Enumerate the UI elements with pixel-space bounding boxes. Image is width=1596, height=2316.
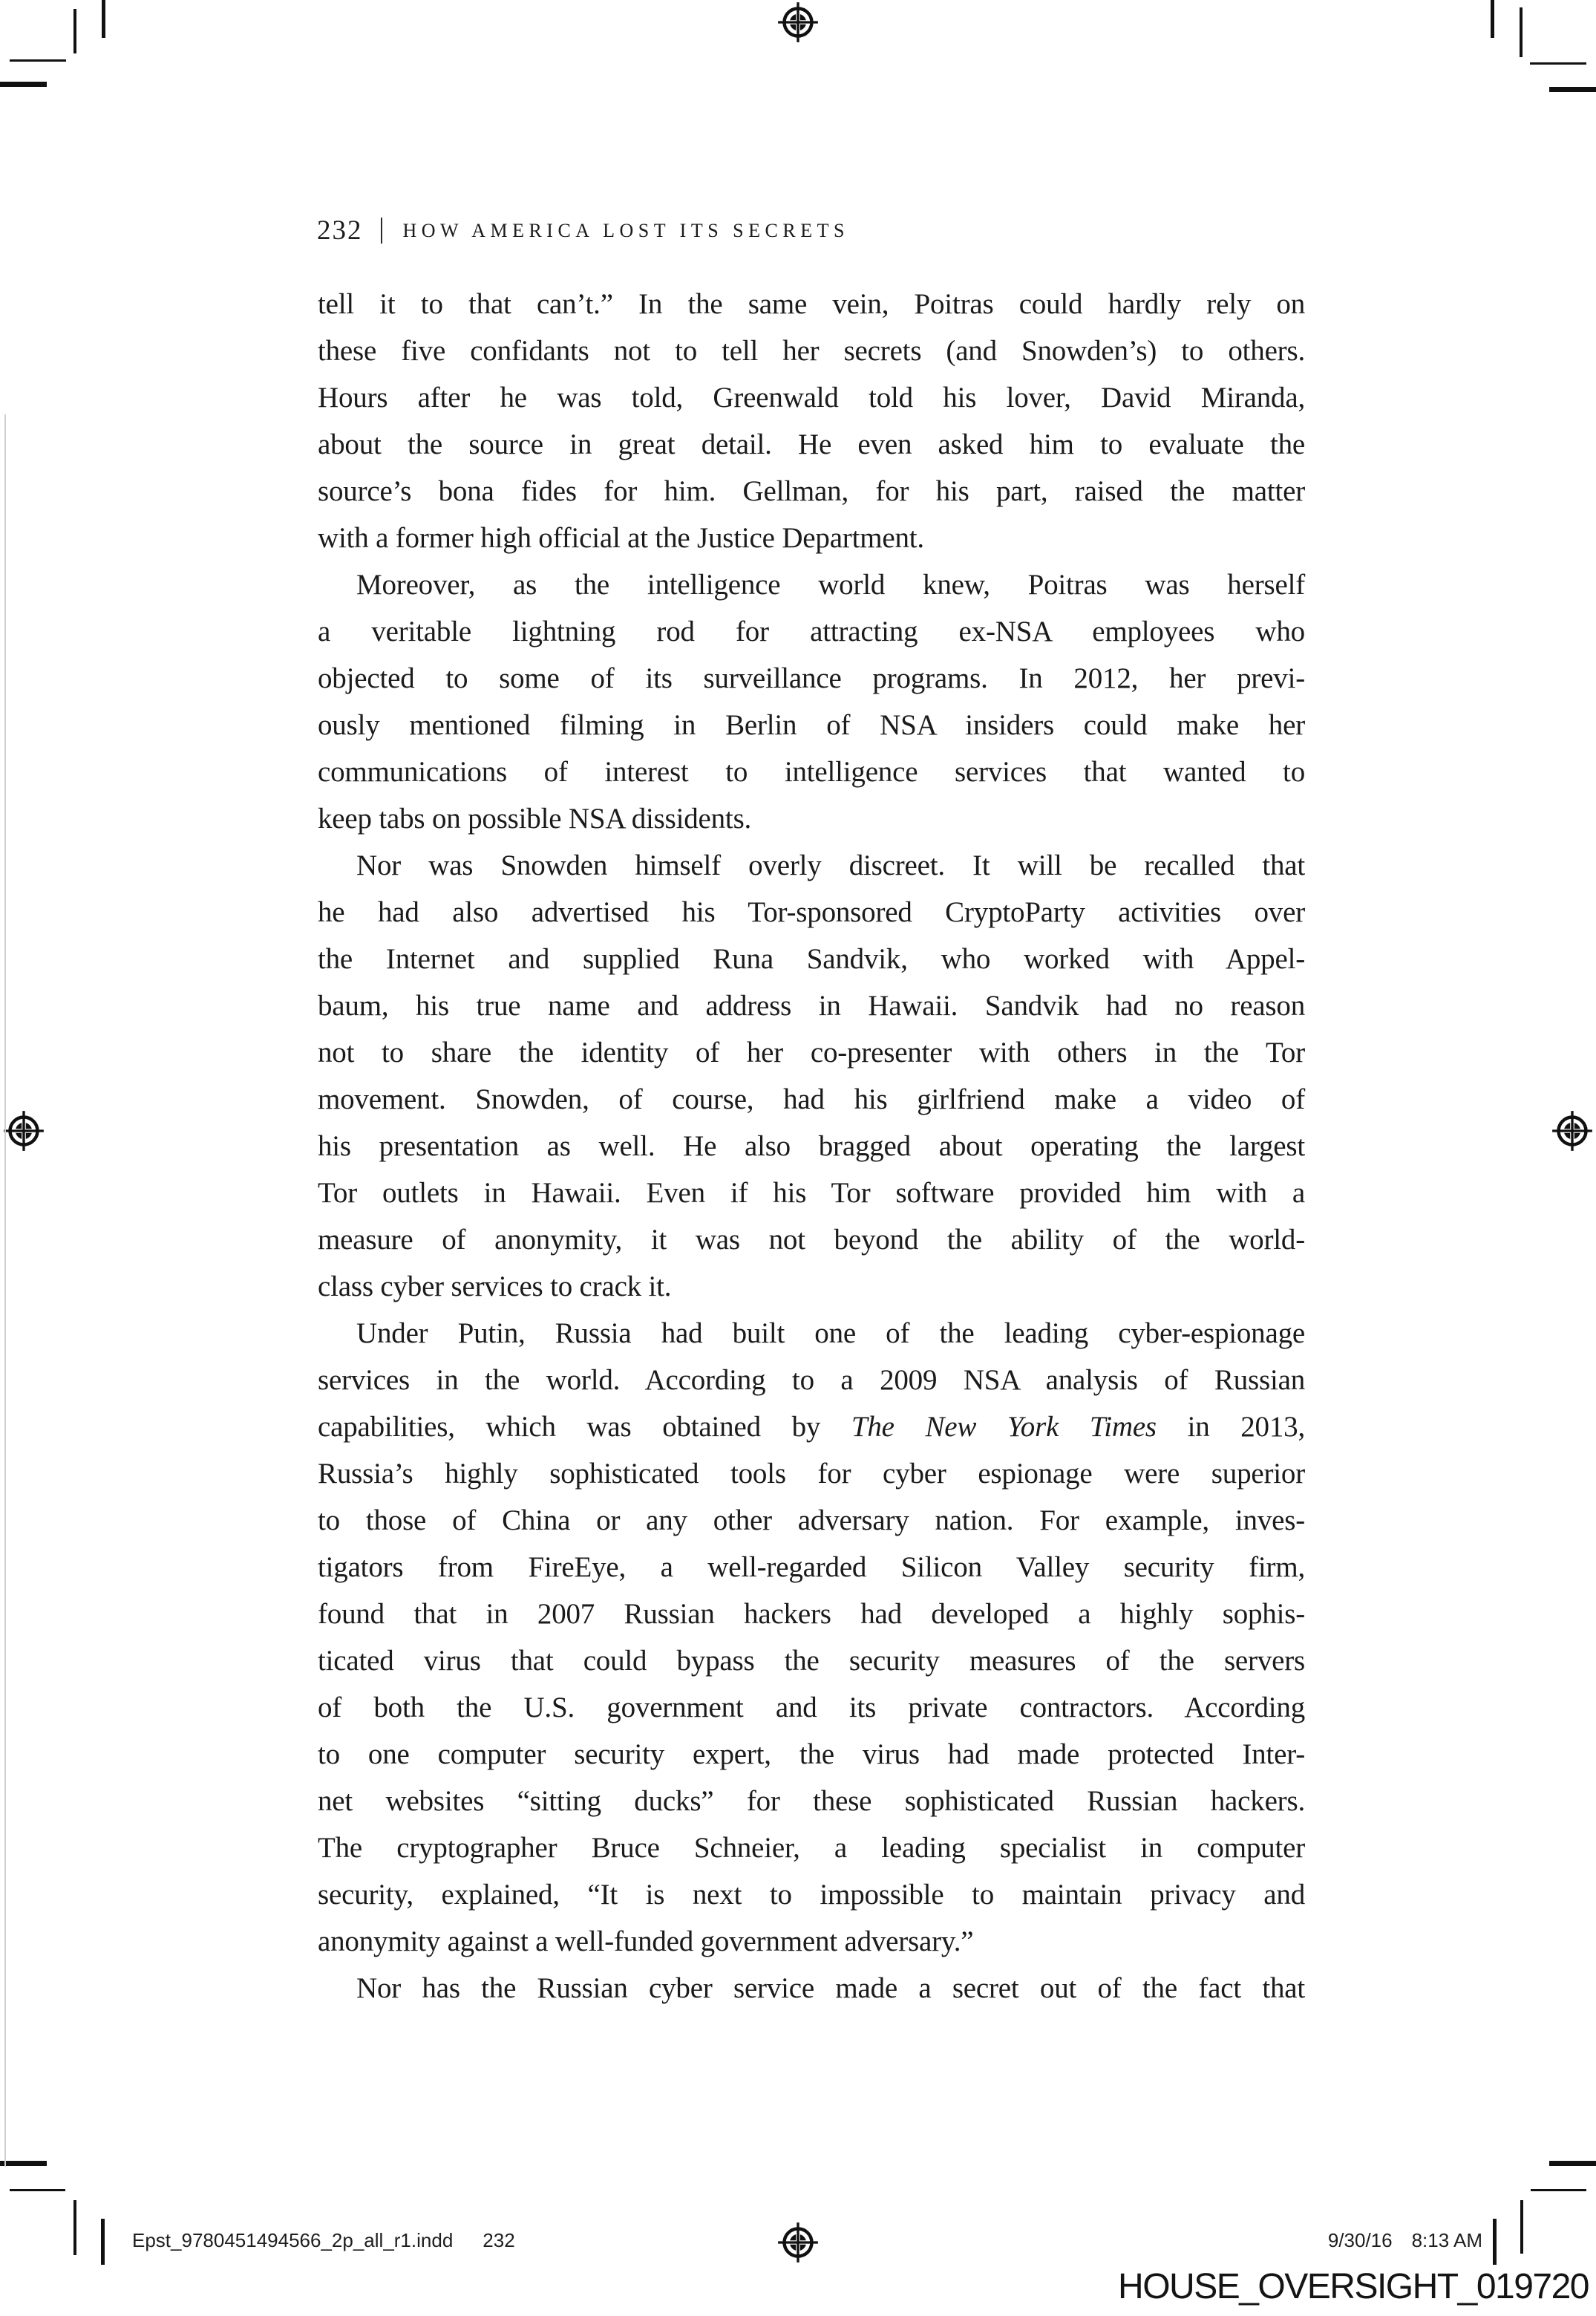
crop-mark — [1520, 2200, 1523, 2254]
text-line: tigators from FireEye, a well-regarded Silicon Valley security firm, — [318, 1551, 1305, 1583]
slug-date: 9/30/16 — [1327, 2229, 1393, 2251]
text-line: Moreover, as the intelligence world knew, Poitras was herself — [356, 569, 1305, 601]
text-line: Tor outlets in Hawaii. Even if his Tor software provided him with a — [318, 1177, 1305, 1209]
text-line: keep tabs on possible NSA dissidents. — [318, 803, 752, 835]
text-line: about the source in great detail. He even asked him to evaluate the — [318, 428, 1305, 460]
crop-mark — [1520, 7, 1523, 57]
crop-mark — [101, 2219, 105, 2265]
registration-mark-icon — [1551, 1110, 1593, 1152]
header-divider — [381, 218, 382, 244]
slug-filename: Epst_9780451494566_2p_all_r1.indd — [132, 2229, 454, 2251]
crop-mark — [10, 2189, 65, 2191]
crop-mark — [1493, 2219, 1497, 2265]
text-line: objected to some of its surveillance programs. In 2012, her previ- — [318, 662, 1305, 694]
text-line: the Internet and supplied Runa Sandvik, who worked with Appel- — [318, 943, 1305, 975]
crop-mark — [1530, 62, 1586, 65]
running-head — [317, 215, 849, 245]
text-line: to those of China or any other adversary nation. For example, inves- — [318, 1504, 1305, 1536]
text-line: anonymity against a well-funded government adversary.” — [318, 1925, 974, 1957]
slug-page: 232 — [483, 2229, 515, 2251]
page-number: 232 — [317, 215, 363, 246]
text-line: security, explained, “It is next to impossible to maintain privacy and — [318, 1879, 1305, 1911]
text-line: communications of interest to intelligence services that wanted to — [318, 756, 1305, 788]
text-line: The cryptographer Bruce Schneier, a leading specialist in computer — [318, 1832, 1305, 1864]
text-line: Russia’s highly sophisticated tools for cyber espionage were superior — [318, 1458, 1305, 1490]
text-line: net websites “sitting ducks” for these sophisticated Russian hackers. — [318, 1785, 1305, 1817]
crop-mark — [1549, 2161, 1596, 2166]
registration-mark-icon — [777, 1, 819, 43]
text-line: not to share the identity of her co-presenter with others in the Tor — [318, 1037, 1305, 1069]
text-line: these five confidants not to tell her secrets (and Snowden’s) to others. — [318, 335, 1305, 367]
text-line: class cyber services to crack it. — [318, 1270, 672, 1302]
oversight-stamp: HOUSE_OVERSIGHT_019720 — [1118, 2267, 1589, 2306]
text-line: of both the U.S. government and its private contractors. According — [318, 1692, 1305, 1723]
text-line: he had also advertised his Tor-sponsored CryptoParty activities over — [318, 896, 1305, 928]
text-line: his presentation as well. He also bragged about operating the largest — [318, 1130, 1305, 1162]
text-line: ously mentioned filming in Berlin of NSA insiders could make her — [318, 709, 1305, 741]
crop-mark — [10, 59, 66, 62]
crop-mark — [1531, 2189, 1586, 2191]
crop-mark — [73, 9, 76, 53]
text-line: with a former high official at the Justice Department. — [318, 522, 924, 554]
crop-mark — [1491, 0, 1494, 38]
registration-mark-icon — [777, 2222, 819, 2263]
crop-mark — [0, 2161, 47, 2166]
running-head-title: HOW AMERICA LOST ITS SECRETS — [402, 220, 849, 241]
text-line: Hours after he was told, Greenwald told his lover, David Miranda, — [318, 382, 1305, 414]
text-line: baum, his true name and address in Hawaii. Sandvik had no reason — [318, 990, 1305, 1022]
registration-mark-icon — [3, 1110, 45, 1152]
text-line: Under Putin, Russia had built one of the leading cyber-espionage — [356, 1317, 1305, 1349]
crop-mark — [73, 2200, 76, 2255]
crop-mark — [102, 0, 105, 38]
print-timestamp — [1328, 2229, 1482, 2252]
text-line: a veritable lightning rod for attracting ex-NSA employees who — [318, 616, 1305, 647]
text-line: Nor has the Russian cyber service made a secret out of the fact that — [356, 1972, 1305, 2004]
slug-time: 8:13 AM — [1411, 2229, 1482, 2251]
text-line: measure of anonymity, it was not beyond the ability of the world- — [318, 1224, 1305, 1256]
crop-mark — [0, 82, 47, 87]
text-line: Nor was Snowden himself overly discreet. It will be recalled that — [356, 849, 1305, 881]
crop-mark — [1549, 87, 1596, 92]
text-line: source’s bona fides for him. Gellman, for his part, raised the matter — [318, 475, 1305, 507]
text-line: services in the world. According to a 2009 NSA analysis of Russian — [318, 1364, 1305, 1396]
text-line: tell it to that can’t.” In the same vein, Poitras could hardly rely on — [318, 288, 1305, 320]
scan-edge-artifact — [4, 414, 6, 2167]
text-line: to one computer security expert, the virus had made protected Inter- — [318, 1738, 1305, 1770]
text-line: found that in 2007 Russian hackers had developed a highly sophis- — [318, 1598, 1305, 1630]
text-line: capabilities, which was obtained by The New York Times in 2013, — [318, 1411, 1305, 1443]
body-text — [318, 281, 1305, 2012]
text-line: movement. Snowden, of course, had his girlfriend make a video of — [318, 1083, 1305, 1115]
text-line: ticated virus that could bypass the security measures of the servers — [318, 1645, 1305, 1677]
print-slug — [132, 2229, 515, 2252]
